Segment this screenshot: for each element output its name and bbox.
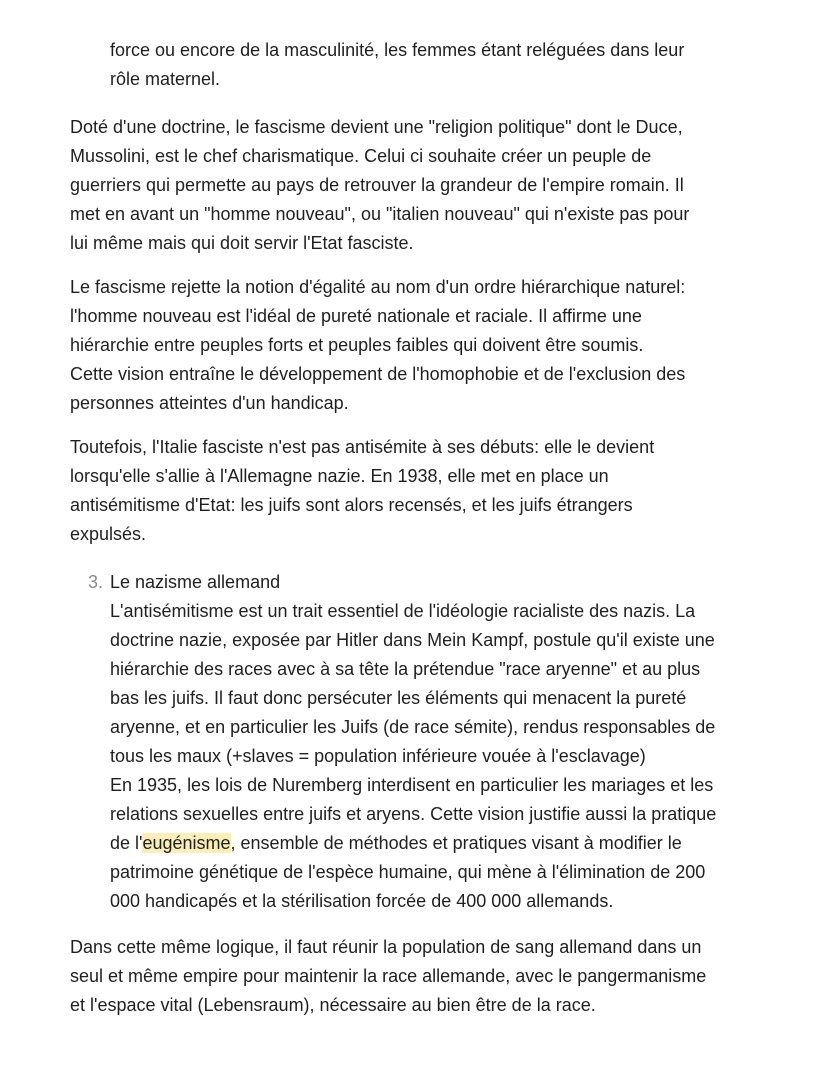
paragraph-line: Toutefois, l'Italie fasciste n'est pas antisémite à ses débuts: elle le devient (70, 437, 655, 457)
paragraph-line: antisémitisme d'Etat: les juifs sont alors recensés, et les juifs étrangers (70, 495, 633, 515)
list-item-line: tous les maux (+slaves = population inférieure vouée à l'esclavage) (110, 746, 646, 766)
list-item-line: patrimoine génétique de l'espèce humaine, qui mène à l'élimination de 200 (110, 862, 706, 882)
paragraph-line: Doté d'une doctrine, le fascisme devient une "religion politique" dont le Duce, (70, 117, 683, 137)
paragraph-line: Cette vision entraîne le développement de l'homophobie et de l'exclusion des (70, 364, 686, 384)
intro-line: force ou encore de la masculinité, les femmes étant reléguées dans leur (110, 40, 685, 60)
paragraph-line: hiérarchie entre peuples forts et peuples faibles qui doivent être soumis. (70, 335, 644, 355)
paragraph-line: expulsés. (70, 524, 147, 544)
list-item-title: Le nazisme allemand (110, 572, 281, 592)
list-number: 3. (88, 572, 104, 592)
paragraph-line: met en avant un "homme nouveau", ou "italien nouveau" qui n'existe pas pour (70, 204, 690, 224)
paragraph-line: lorsqu'elle s'allie à l'Allemagne nazie. En 1938, elle met en place un (70, 466, 609, 486)
list-item-line: aryenne, et en particulier les Juifs (de race sémite), rendus responsables de (110, 717, 716, 737)
paragraph-line: et l'espace vital (Lebensraum), nécessaire au bien être de la race. (70, 995, 596, 1015)
list-item-line: relations sexuelles entre juifs et aryens. Cette vision justifie aussi la pratique (110, 804, 717, 824)
text-before-highlight: de l' (110, 833, 143, 853)
list-item-line-highlighted (110, 829, 682, 858)
list-item-line: doctrine nazie, exposée par Hitler dans Mein Kampf, postule qu'il existe une (110, 630, 715, 650)
paragraph-line: personnes atteintes d'un handicap. (70, 393, 349, 413)
paragraph-line: Dans cette même logique, il faut réunir la population de sang allemand dans un (70, 937, 702, 957)
list-item-line: hiérarchie des races avec à sa tête la prétendue "race aryenne" et au plus (110, 659, 701, 679)
paragraph-line: seul et même empire pour maintenir la race allemande, avec le pangermanisme (70, 966, 707, 986)
paragraph-line: Mussolini, est le chef charismatique. Celui ci souhaite créer un peuple de (70, 146, 652, 166)
paragraph-line: guerriers qui permette au pays de retrouver la grandeur de l'empire romain. Il (70, 175, 684, 195)
list-item-line: 000 handicapés et la stérilisation forcée de 400 000 allemands. (110, 891, 614, 911)
highlighted-term: eugénisme (142, 833, 231, 853)
list-item-line: bas les juifs. Il faut donc persécuter les éléments qui menacent la pureté (110, 688, 687, 708)
intro-line: rôle maternel. (110, 69, 221, 89)
text-after-highlight: , ensemble de méthodes et pratiques visant à modifier le (230, 833, 682, 853)
list-item-line: L'antisémitisme est un trait essentiel de l'idéologie racialiste des nazis. La (110, 601, 696, 621)
paragraph-line: l'homme nouveau est l'idéal de pureté nationale et raciale. Il affirme une (70, 306, 642, 326)
paragraph-line: lui même mais qui doit servir l'Etat fasciste. (70, 233, 414, 253)
paragraph-line: Le fascisme rejette la notion d'égalité au nom d'un ordre hiérarchique naturel: (70, 277, 686, 297)
list-item-line: En 1935, les lois de Nuremberg interdisent en particulier les mariages et les (110, 775, 714, 795)
